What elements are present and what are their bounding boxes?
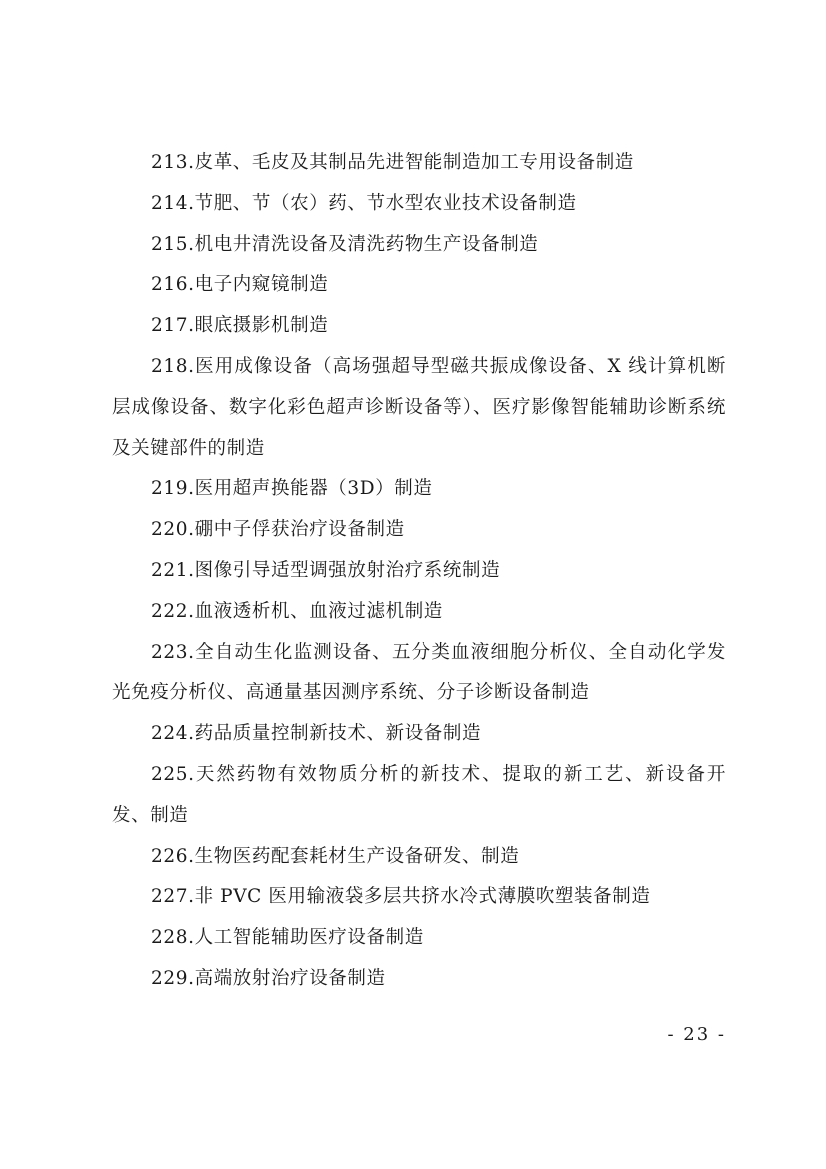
list-item: 218.医用成像设备（高场强超导型磁共振成像设备、X 线计算机断层成像设备、数字化彩色超声诊断设备等）、医疗影像智能辅助诊断系统及关键部件的制造 xyxy=(112,355,726,459)
list-item: 228.人工智能辅助医疗设备制造 xyxy=(151,927,424,949)
list-item: 219.医用超声换能器（3D）制造 xyxy=(151,478,433,500)
list-item: 226.生物医药配套耗材生产设备研发、制造 xyxy=(151,845,520,867)
list-item: 220.硼中子俘获治疗设备制造 xyxy=(151,519,405,541)
list-item: 214.节肥、节（农）药、节水型农业技术设备制造 xyxy=(151,192,577,214)
list-item: 216.电子内窥镜制造 xyxy=(151,274,329,296)
list-item: 221.图像引导适型调强放射治疗系统制造 xyxy=(151,559,501,581)
list-item: 215.机电井清洗设备及清洗药物生产设备制造 xyxy=(151,233,539,255)
list-item: 225.天然药物有效物质分析的新技术、提取的新工艺、新设备开发、制造 xyxy=(112,763,726,826)
list-item: 223.全自动生化监测设备、五分类血液细胞分析仪、全自动化学发光免疫分析仪、高通量基因测序系统、分子诊断设备制造 xyxy=(112,641,726,704)
list-item: 227.非 PVC 医用输液袋多层共挤水冷式薄膜吹塑装备制造 xyxy=(151,886,651,908)
list-item: 213.皮革、毛皮及其制品先进智能制造加工专用设备制造 xyxy=(151,152,634,173)
page-number: - 23 - xyxy=(667,1024,726,1045)
item-list xyxy=(112,143,726,1000)
list-item: 222.血液透析机、血液过滤机制造 xyxy=(151,600,443,622)
list-item: 229.高端放射治疗设备制造 xyxy=(151,967,386,989)
list-item: 224.药品质量控制新技术、新设备制造 xyxy=(151,723,482,745)
list-item: 217.眼底摄影机制造 xyxy=(151,315,329,337)
